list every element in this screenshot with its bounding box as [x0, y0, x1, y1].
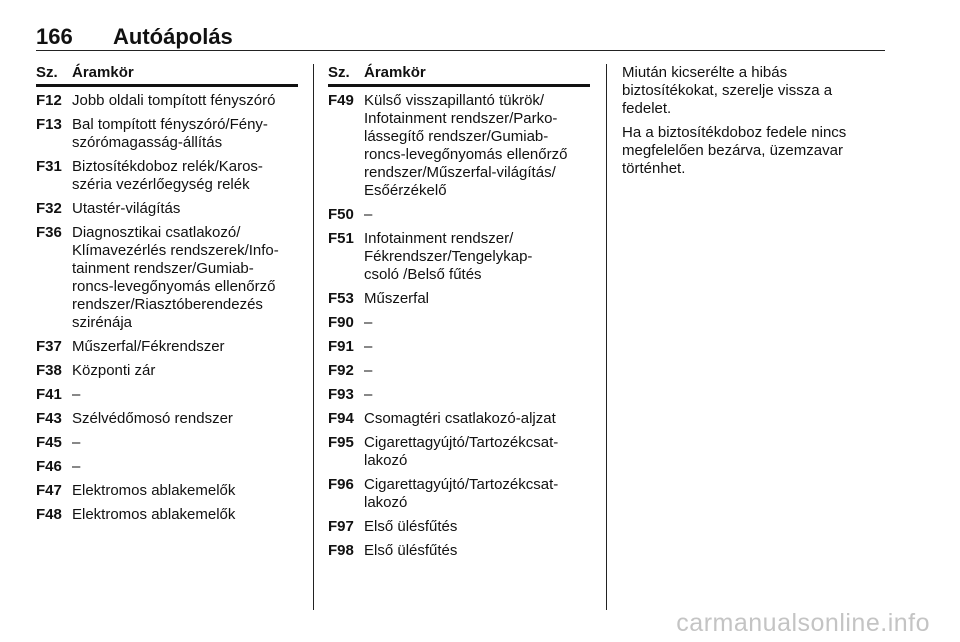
table-row — [36, 200, 298, 224]
column-divider — [606, 64, 607, 610]
circuit-description: – — [72, 386, 81, 403]
fuse-id: F98 — [328, 542, 354, 559]
circuit-description: Műszerfal/Fékrendszer — [72, 338, 225, 355]
fuse-id: F47 — [36, 482, 62, 499]
fuse-id: F49 — [328, 92, 354, 109]
circuit-description: – — [72, 458, 81, 475]
table-row — [36, 338, 298, 362]
header-id: Sz. — [36, 64, 58, 81]
fuse-id: F51 — [328, 230, 354, 247]
table-row — [36, 362, 298, 386]
page-number: 166 — [36, 24, 73, 49]
table-row — [36, 158, 298, 200]
fuse-id: F95 — [328, 434, 354, 451]
note-paragraph: Miután kicserélte a hibás biztosítékokat, szerelje vissza a fedelet. — [622, 64, 833, 117]
header-circuit: Áramkör — [364, 64, 426, 81]
table-row — [36, 386, 298, 410]
fuse-table-right — [328, 64, 590, 566]
table-row — [328, 314, 590, 338]
table-row — [328, 518, 590, 542]
circuit-description: – — [364, 206, 373, 223]
table-row — [36, 482, 298, 506]
table-row — [36, 116, 298, 158]
fuse-id: F90 — [328, 314, 354, 331]
circuit-description: Utastér-világítás — [72, 200, 181, 217]
fuse-id: F97 — [328, 518, 354, 535]
circuit-description: Első ülésfűtés — [364, 542, 458, 559]
table-row — [328, 476, 590, 518]
circuit-description: Műszerfal — [364, 290, 430, 307]
fuse-id: F38 — [36, 362, 62, 379]
fuse-id: F94 — [328, 410, 354, 427]
table-row — [328, 362, 590, 386]
table-row — [36, 224, 298, 338]
circuit-description: Bal tompított fényszóró/Fény- szórómagasság-állítás — [72, 116, 268, 151]
fuse-id: F92 — [328, 362, 354, 379]
fuse-id: F36 — [36, 224, 62, 241]
fuse-id: F53 — [328, 290, 354, 307]
circuit-description: Elektromos ablakemelők — [72, 482, 236, 499]
circuit-description: Cigarettagyújtó/Tartozékcsat- lakozó — [364, 476, 559, 511]
table-row — [328, 542, 590, 566]
fuse-id: F96 — [328, 476, 354, 493]
note-paragraph: Ha a biztosítékdoboz fedele nincs megfelelően bezárva, üzemzavar történhet. — [622, 124, 847, 177]
fuse-id: F31 — [36, 158, 62, 175]
circuit-description: Biztosítékdoboz relék/Karos- széria vezérlőegység relék — [72, 158, 263, 193]
notes-column — [622, 64, 890, 184]
fuse-id: F48 — [36, 506, 62, 523]
table-row — [328, 434, 590, 476]
table-row — [36, 92, 298, 116]
fuse-id: F12 — [36, 92, 62, 109]
table-row — [36, 506, 298, 530]
table-row — [328, 290, 590, 314]
circuit-description: – — [364, 314, 373, 331]
table-header — [328, 64, 590, 87]
circuit-description: – — [364, 362, 373, 379]
fuse-id: F41 — [36, 386, 62, 403]
column-divider — [313, 64, 314, 610]
fuse-id: F32 — [36, 200, 62, 217]
circuit-description: – — [364, 338, 373, 355]
fuse-id: F37 — [36, 338, 62, 355]
fuse-id: F50 — [328, 206, 354, 223]
header-circuit: Áramkör — [72, 64, 134, 81]
page-title: Autóápolás — [113, 24, 233, 49]
table-row — [328, 230, 590, 290]
table-row — [36, 458, 298, 482]
circuit-description: – — [364, 386, 373, 403]
fuse-id: F45 — [36, 434, 62, 451]
circuit-description: Jobb oldali tompított fényszóró — [72, 92, 276, 109]
circuit-description: Szélvédőmosó rendszer — [72, 410, 233, 427]
table-row — [328, 410, 590, 434]
circuit-description: Első ülésfűtés — [364, 518, 458, 535]
fuse-id: F93 — [328, 386, 354, 403]
table-rows — [328, 92, 590, 566]
fuse-id: F46 — [36, 458, 62, 475]
circuit-description: Cigarettagyújtó/Tartozékcsat- lakozó — [364, 434, 559, 469]
watermark: carmanualsonline.info — [676, 609, 930, 637]
fuse-id: F43 — [36, 410, 62, 427]
table-row — [328, 386, 590, 410]
fuse-id: F13 — [36, 116, 62, 133]
header-id: Sz. — [328, 64, 350, 81]
table-row — [328, 206, 590, 230]
table-row — [328, 338, 590, 362]
circuit-description: Külső visszapillantó tükrök/ Infotainment rendszer/Parko- lássegítő rendszer/Gumiab- roncs-levegőnyomás ellenőrző rendszer/Műszerfal-világítás/ Esőérzékelő — [364, 92, 568, 199]
circuit-description: – — [72, 434, 81, 451]
fuse-id: F91 — [328, 338, 354, 355]
table-row — [36, 410, 298, 434]
table-rows — [36, 92, 298, 530]
table-row — [36, 434, 298, 458]
page-header — [36, 20, 885, 51]
table-header — [36, 64, 298, 87]
circuit-description: Csomagtéri csatlakozó-aljzat — [364, 410, 556, 427]
circuit-description: Infotainment rendszer/ Fékrendszer/Tengelykap- csoló /Belső fűtés — [364, 230, 533, 283]
circuit-description: Központi zár — [72, 362, 156, 379]
table-row — [328, 92, 590, 206]
circuit-description: Diagnosztikai csatlakozó/ Klímavezérlés rendszerek/Info- tainment rendszer/Gumiab- roncs-levegőnyomás ellenőrző rendszer/Riasztóberendezés szirénája — [72, 224, 279, 331]
fuse-table-left — [36, 64, 298, 530]
circuit-description: Elektromos ablakemelők — [72, 506, 236, 523]
